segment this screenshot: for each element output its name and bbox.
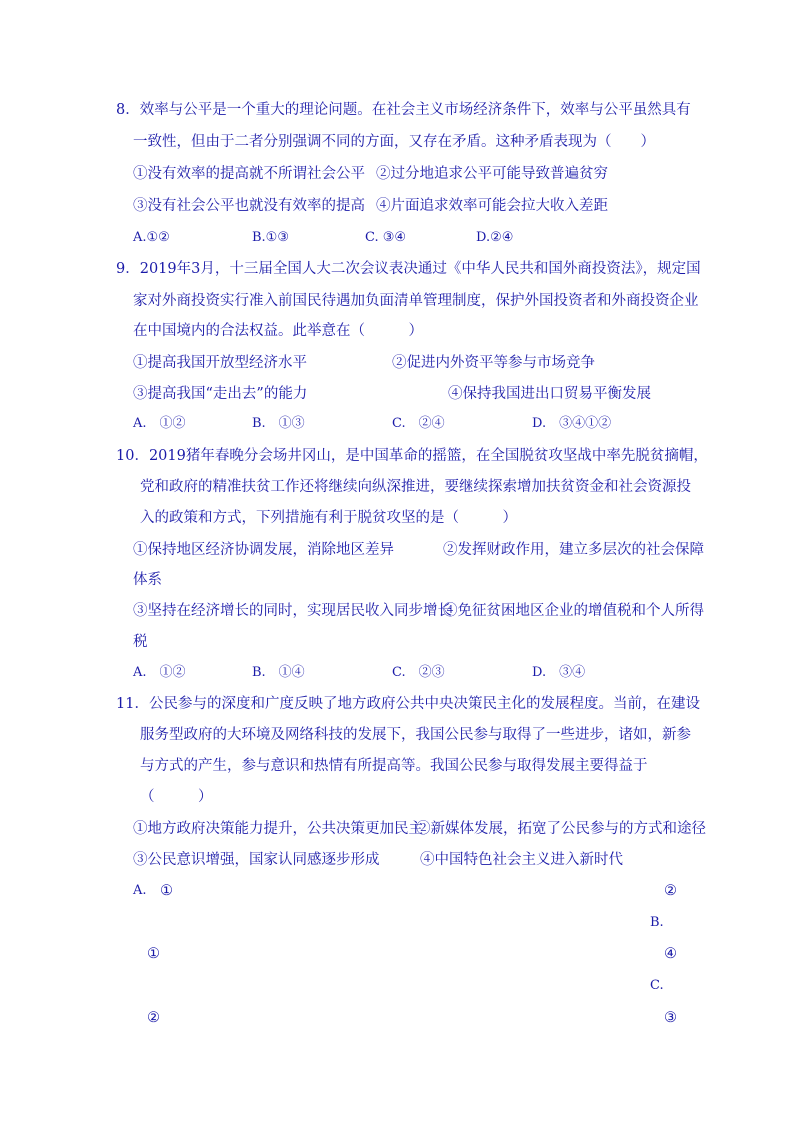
q11-option-2: ②新媒体发展，拓宽了公民参与的方式和途径 xyxy=(416,821,706,837)
q11-option-1: ①地方政府决策能力提升，公共决策更加民主 xyxy=(133,821,423,837)
q10-choice-b: B. ①④ xyxy=(252,665,305,680)
q10-option-2-line2: 体系 xyxy=(133,572,162,588)
q9-choice-b: B. ①③ xyxy=(252,416,305,431)
q10-stem-line3: 入的政策和方式，下列措施有利于脱贫攻坚的是（ ） xyxy=(140,510,517,526)
q10-choice-a: A. ①② xyxy=(133,665,186,680)
q11-choice-b-first: ① xyxy=(147,946,160,962)
q11-choice-a-label: A. xyxy=(133,883,147,898)
q10-choice-d: D. ③④ xyxy=(532,665,586,680)
q8-choice-c: C. ③④ xyxy=(365,230,407,245)
q10-stem-line1: 10．2019猪年春晚分会场井冈山，是中国革命的摇篮，在全国脱贫攻坚战中率先脱贫摘帽， xyxy=(116,448,708,464)
q11-choice-a-first: ① xyxy=(160,883,173,899)
q11-stem-line4: （ ） xyxy=(140,789,213,805)
q8-option-3: ③没有社会公平也就没有效率的提高 xyxy=(133,198,365,214)
q8-choice-d: D.②④ xyxy=(476,230,514,245)
q9-stem-line3: 在中国境内的合法权益。此举意在（ ） xyxy=(133,323,423,339)
q8-choice-a: A.①② xyxy=(133,230,170,245)
q11-choice-c-first: ② xyxy=(147,1010,160,1026)
q10-option-2-line1: ②发挥财政作用，建立多层次的社会保障 xyxy=(443,542,704,558)
q9-option-2: ②促进内外资平等参与市场竞争 xyxy=(392,355,595,371)
q9-stem-line2: 家对外商投资实行准入前国民待遇加负面清单管理制度，保护外国投资者和外商投资企业 xyxy=(133,293,699,309)
q9-choice-c: C. ②④ xyxy=(392,416,445,431)
q9-choice-d: D. ③④①② xyxy=(532,416,612,431)
q8-stem-line1: 8．效率与公平是一个重大的理论问题。在社会主义市场经济条件下，效率与公平虽然具有 xyxy=(116,102,691,118)
q9-option-3: ③提高我国“走出去”的能力 xyxy=(133,386,308,402)
q11-stem-line2: 服务型政府的大环境及网络科技的发展下，我国公民参与取得了一些进步，诸如，新参 xyxy=(140,727,691,743)
q10-option-4-line1: ④免征贫困地区企业的增值税和个人所得 xyxy=(443,603,704,619)
q8-option-2: ②过分地追求公平可能导致普遍贫穷 xyxy=(376,166,608,182)
q9-option-4: ④保持我国进出口贸易平衡发展 xyxy=(448,386,651,402)
q11-choice-c-second: ③ xyxy=(664,1010,677,1026)
q8-option-1: ①没有效率的提高就不所谓社会公平 xyxy=(133,166,365,182)
q8-choice-b: B.①③ xyxy=(252,230,289,245)
q9-choice-a: A. ①② xyxy=(133,416,186,431)
q11-option-4: ④中国特色社会主义进入新时代 xyxy=(420,852,623,868)
q10-option-3: ③坚持在经济增长的同时，实现居民收入同步增长 xyxy=(133,603,452,619)
q11-stem-line3: 与方式的产生，参与意识和热情有所提高等。我国公民参与取得发展主要得益于 xyxy=(140,758,648,774)
q11-choice-c-label: C. xyxy=(650,978,664,993)
q10-choice-c: C. ②③ xyxy=(392,665,445,680)
q11-option-3: ③公民意识增强，国家认同感逐步形成 xyxy=(133,852,380,868)
q9-option-1: ①提高我国开放型经济水平 xyxy=(133,355,307,371)
q8-option-4: ④片面追求效率可能会拉大收入差距 xyxy=(376,198,608,214)
q11-choice-a-second: ② xyxy=(664,883,677,899)
q10-option-1: ①保持地区经济协调发展，消除地区差异 xyxy=(133,542,394,558)
q11-stem-line1: 11．公民参与的深度和广度反映了地方政府公共中央决策民主化的发展程度。当前，在建设 xyxy=(116,696,700,712)
q11-choice-b-second: ④ xyxy=(664,946,677,962)
q10-stem-line2: 党和政府的精准扶贫工作还将继续向纵深推进，要继续探索增加扶贫资金和社会资源投 xyxy=(140,479,691,495)
q10-option-4-line2: 税 xyxy=(133,634,148,650)
q9-stem-line1: 9．2019年3月，十三届全国人大二次会议表决通过《中华人民共和国外商投资法》，规定国 xyxy=(116,261,701,277)
q11-choice-b-label: B. xyxy=(650,915,664,930)
q8-stem-line2: 一致性，但由于二者分别强调不同的方面，又存在矛盾。这种矛盾表现为（ ） xyxy=(133,134,655,150)
